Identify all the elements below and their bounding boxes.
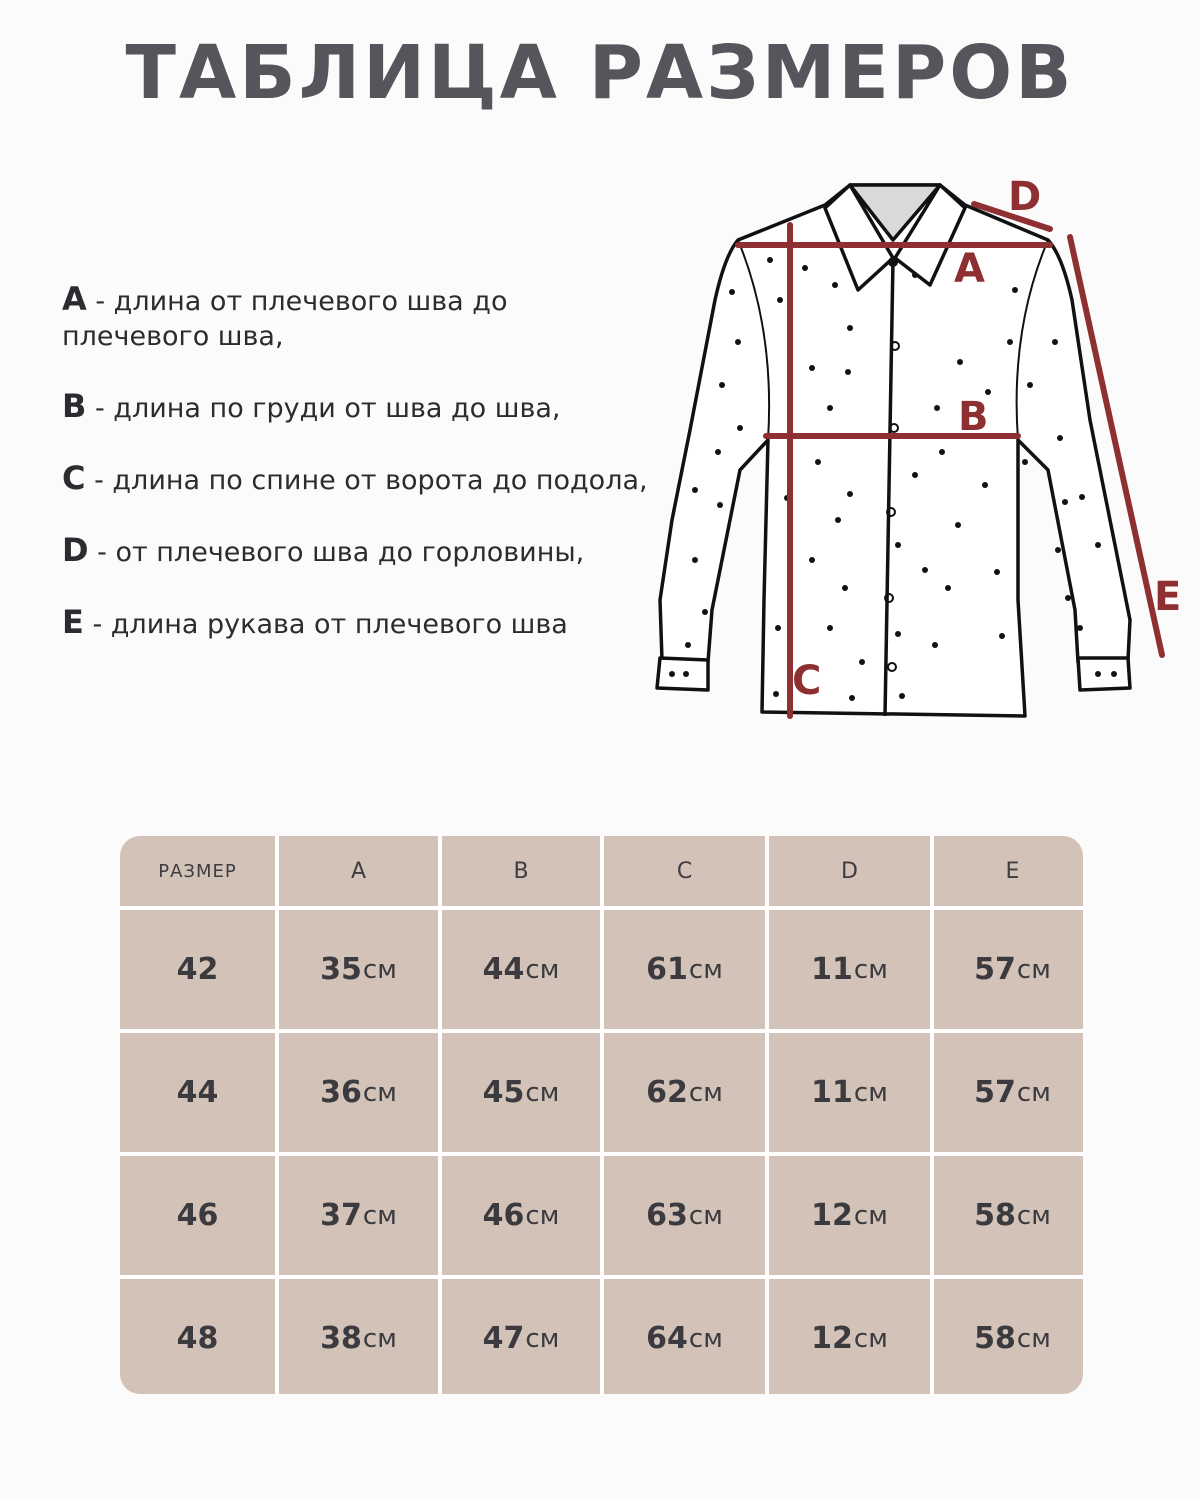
cell-unit: см (1016, 1077, 1051, 1108)
cell-number: 38 (320, 1321, 362, 1356)
value-cell (604, 1033, 765, 1152)
value-cell (934, 910, 1083, 1029)
legend-text: - длина по груди от шва до шва, (86, 393, 561, 424)
cell-number: 46 (482, 1198, 525, 1233)
label-d: D (1008, 174, 1042, 220)
legend-letter: E (62, 603, 84, 641)
cell-number: 37 (320, 1198, 362, 1233)
shirt-cuff-left (657, 658, 708, 690)
value-cell (279, 910, 438, 1029)
value-cell (934, 1033, 1083, 1152)
cell-unit: см (688, 954, 723, 985)
cell-number: 57 (974, 952, 1016, 987)
header-c: C (604, 836, 765, 906)
size-value: 46 (176, 1198, 219, 1233)
legend-text: - длина рукава от плечевого шва (83, 609, 568, 640)
legend-item-b (62, 389, 652, 426)
cell-number: 11 (811, 952, 853, 987)
size-value: 44 (176, 1075, 219, 1110)
legend-text: - от плечевого шва до горловины, (88, 537, 585, 568)
header-a: A (279, 836, 438, 906)
cell-unit: см (362, 1323, 397, 1354)
value-cell (442, 1279, 600, 1394)
value-cell (279, 1156, 438, 1275)
cell-number: 63 (646, 1198, 688, 1233)
shirt-cuff-right (1078, 658, 1130, 690)
cell-number: 12 (811, 1321, 853, 1356)
cell-unit: см (362, 1200, 397, 1231)
cell-unit: см (688, 1323, 723, 1354)
label-c: C (792, 658, 822, 704)
value-cell (442, 910, 600, 1029)
cell-unit: см (853, 1200, 888, 1231)
cell-number: 61 (646, 952, 688, 987)
legend-text: - длина по спине от ворота до подола, (85, 465, 648, 496)
cell-unit: см (853, 954, 888, 985)
cell-number: 47 (482, 1321, 525, 1356)
size-cell (120, 1279, 275, 1394)
cell-unit: см (1016, 1323, 1051, 1354)
cell-unit: см (525, 954, 560, 985)
label-e: E (1154, 574, 1182, 620)
cell-number: 64 (646, 1321, 688, 1356)
cell-number: 58 (974, 1198, 1016, 1233)
header-size: РАЗМЕР (120, 836, 275, 906)
legend-letter: D (62, 531, 89, 569)
cell-unit: см (853, 1077, 888, 1108)
cell-unit: см (688, 1077, 723, 1108)
header-d: D (769, 836, 930, 906)
legend-letter: B (62, 387, 87, 425)
page-title: ТАБЛИЦА РАЗМЕРОВ (125, 30, 1075, 116)
header-e: E (934, 836, 1083, 906)
cell-unit: см (362, 1077, 397, 1108)
size-cell (120, 1033, 275, 1152)
size-value: 48 (176, 1321, 219, 1356)
legend-item-c (62, 461, 652, 498)
cell-number: 35 (320, 952, 362, 987)
value-cell (769, 1279, 930, 1394)
legend-text: - длина от плечевого шва до плечевого шва, (62, 286, 508, 352)
value-cell (604, 1156, 765, 1275)
size-cell (120, 910, 275, 1029)
cell-unit: см (688, 1200, 723, 1231)
value-cell (769, 910, 930, 1029)
legend-item-d (62, 533, 652, 570)
legend-letter: A (62, 280, 87, 318)
value-cell (279, 1033, 438, 1152)
value-cell (934, 1156, 1083, 1275)
cell-number: 45 (482, 1075, 525, 1110)
value-cell (604, 910, 765, 1029)
value-cell (279, 1279, 438, 1394)
legend-item-e (62, 605, 652, 642)
value-cell (442, 1033, 600, 1152)
header-b: B (442, 836, 600, 906)
cell-number: 57 (974, 1075, 1016, 1110)
size-table (120, 836, 1083, 1394)
cell-unit: см (1016, 954, 1051, 985)
cell-number: 36 (320, 1075, 362, 1110)
cell-unit: см (853, 1323, 888, 1354)
legend-item-a (62, 282, 652, 354)
legend-letter: C (62, 459, 86, 497)
shirt-diagram (640, 165, 1200, 735)
value-cell (769, 1033, 930, 1152)
value-cell (442, 1156, 600, 1275)
cell-unit: см (525, 1200, 560, 1231)
size-value: 42 (176, 952, 219, 987)
size-cell (120, 1156, 275, 1275)
cell-unit: см (525, 1077, 560, 1108)
label-a: A (954, 246, 985, 292)
value-cell (934, 1279, 1083, 1394)
cell-number: 58 (974, 1321, 1016, 1356)
measurement-legend (62, 282, 652, 677)
cell-number: 44 (482, 952, 525, 987)
label-b: B (958, 394, 989, 440)
cell-unit: см (525, 1323, 560, 1354)
cell-number: 62 (646, 1075, 688, 1110)
cell-number: 11 (811, 1075, 853, 1110)
cell-unit: см (1016, 1200, 1051, 1231)
cell-unit: см (362, 954, 397, 985)
value-cell (604, 1279, 765, 1394)
cell-number: 12 (811, 1198, 853, 1233)
value-cell (769, 1156, 930, 1275)
